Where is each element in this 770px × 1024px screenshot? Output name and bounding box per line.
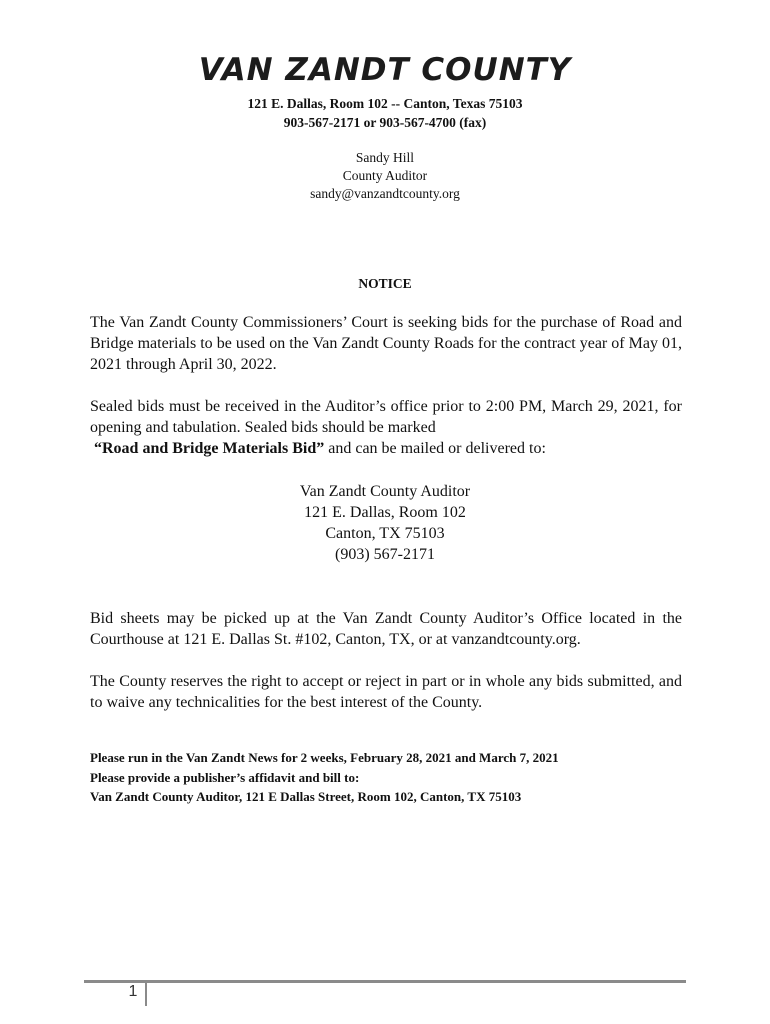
contact-block — [0, 149, 770, 203]
notice-paragraph-1: The Van Zandt County Commissioners’ Court is seeking bids for the purchase of Road and Bridge materials to be used on the Van Zandt County Roads for the contract year of May 01, 2021 through April 30, 2022. — [90, 314, 682, 373]
notice-paragraph-4: The County reserves the right to accept or reject in part or in whole any bids submitted, and to waive any technicalities for the best interest of the County. — [90, 673, 682, 711]
paragraph-2-text: Sealed bids must be received in the Auditor’s office prior to 2:00 PM, March 29, 2021, for opening and tabulation. Sealed bids should be marked — [90, 398, 682, 436]
notice-paragraph-3: Bid sheets may be picked up at the Van Zandt County Auditor’s Office located in the Courthouse at 121 E. Dallas St. #102, Canton, TX, or at vanzandtcounty.org. — [90, 610, 682, 648]
contact-title: County Auditor — [342, 168, 428, 183]
instruction-line: Van Zandt County Auditor, 121 E Dallas Street, Room 102, Canton, TX 75103 — [90, 789, 522, 804]
instruction-line: Please run in the Van Zandt News for 2 weeks, February 28, 2021 and March 7, 2021 — [90, 750, 559, 765]
footer-rule — [84, 980, 686, 983]
auditor-address-block — [0, 481, 770, 565]
paragraph-2-text-end: and can be mailed or delivered to: — [324, 440, 546, 457]
auditor-address-line: 121 E. Dallas, Room 102 — [304, 504, 466, 521]
contact-name: Sandy Hill — [355, 150, 415, 165]
office-phones: 903-567-2171 or 903-567-4700 (fax) — [283, 115, 487, 130]
page-number-separator — [145, 982, 147, 1006]
auditor-address-line: Canton, TX 75103 — [325, 525, 445, 542]
office-address: 121 E. Dallas, Room 102 -- Canton, Texas 75103 — [247, 96, 523, 111]
bid-envelope-label: “Road and Bridge Materials Bid” — [94, 440, 325, 457]
instruction-line: Please provide a publisher’s affidavit and bill to: — [90, 769, 360, 785]
auditor-address-line: (903) 567-2171 — [335, 546, 435, 563]
page-number: 1 — [128, 983, 138, 1000]
auditor-address-line: Van Zandt County Auditor — [299, 483, 471, 500]
contact-email: sandy@vanzandtcounty.org — [310, 186, 460, 201]
notice-paragraph-2 — [90, 396, 682, 459]
notice-heading: NOTICE — [358, 276, 412, 291]
publisher-instructions — [90, 748, 710, 807]
county-title: VAN ZANDT COUNTY — [198, 52, 572, 88]
